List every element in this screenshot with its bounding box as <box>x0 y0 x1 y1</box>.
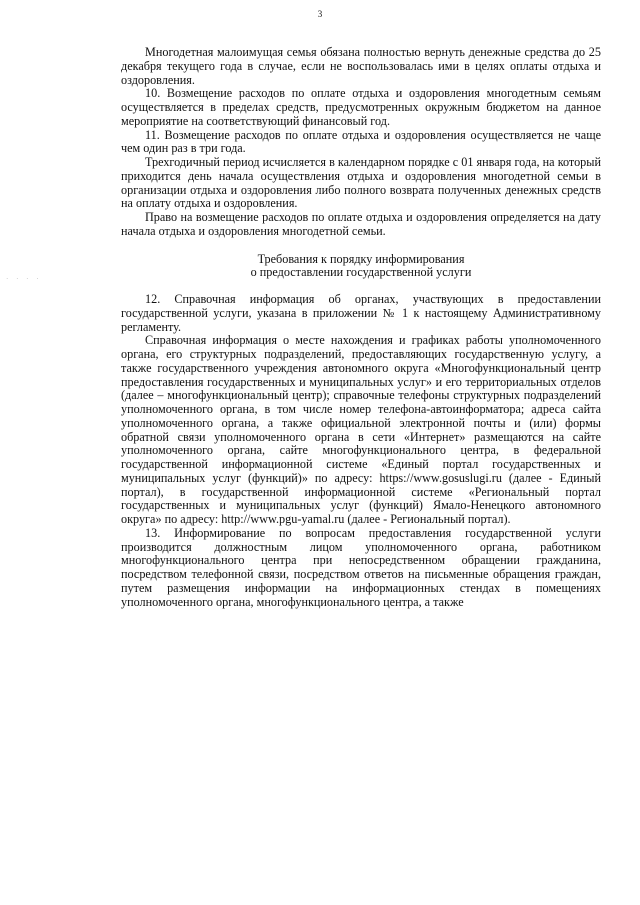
paragraph-family-refund: Многодетная малоимущая семья обязана полностью вернуть денежные средства до 25 декабря текущего года в случае, если не воспользовалась ими в целях оплаты отдыха и оздоровления. <box>121 45 601 87</box>
paragraph-12-reference-information: 12. Справочная информация об органах, участвующих в предоставлении государственной услуги, указана в приложении № 1 к настоящему Административному регламенту. <box>121 292 601 334</box>
paragraph-three-year-period: Трехгодичный период исчисляется в календарном порядке с 01 января года, на который приходится день начала осуществления отдыха и оздоровления многодетной семьи в организации отдыха и оздоровления либо полного возврата полученных денежных средств на оплату отдыха и оздоровления. <box>121 155 601 211</box>
section-heading-line-1: Требования к порядку информирования <box>257 251 465 266</box>
page-number: 3 <box>317 9 323 19</box>
paragraph-right-to-refund: Право на возмещение расходов по оплате отдыха и оздоровления определяется на дату начала отдыха и оздоровления многодетной семьи. <box>121 210 601 238</box>
paragraph-11-frequency: 11. Возмещение расходов по оплате отдыха и оздоровления осуществляется не чаще чем один раз в три года. <box>121 127 601 156</box>
document-body <box>121 46 601 609</box>
paragraph-10-funding: 10. Возмещение расходов по оплате отдыха и оздоровления многодетным семьям осуществляется в пределах средств, предусмотренных окружным бюджетом на данное мероприятие на соответствующий финансовый год. <box>121 86 601 128</box>
section-heading-line-2: о предоставлении государственной услуги <box>250 265 472 280</box>
section-spacer <box>121 239 601 253</box>
paragraph-13-informing: 13. Информирование по вопросам предоставления государственной услуги производится должностным лицом уполномоченного органа, работником многофункционального центра при непосредственном обращении гражданина, посредством телефонной связи, посредством ответов на письменные обращения граждан, путем размещения информации на информационных стендах в помещениях уполномоченного органа, многофункционального центра, а также <box>121 525 601 609</box>
paragraph-contact-information: Справочная информация о месте нахождения и графиках работы уполномоченного органа, его структурных подразделений, предоставляющих государственную услугу, а также государственного учреждения автономного округа «Многофункциональный центр предоставления государственных и муниципальных услуг» и его территориальных отделов (далее – многофункциональный центр); справочные телефоны структурных подразделений уполномоченного органа, в том числе номер телефона-автоинформатора; адреса сайта уполномоченного органа, а также официальной электронной почты и (или) формы обратной связи уполномоченного органа в сети «Интернет» размещаются на сайте уполномоченного органа, сайте многофункционального центра, в федеральной государственной информационной системе «Единый портал государственных и муниципальных услуг (функций)» по адресу: https://www.gosuslugi.ru (далее - Единый портал), в государственной информационной системе «Региональный портал государственных и муниципальных услуг (функций) Ямало-Ненецкого автономного округа» по адресу: http://www.pgu-yamal.ru (далее - Региональный портал). <box>121 333 601 526</box>
scan-margin-marks: · · · · <box>6 275 42 283</box>
